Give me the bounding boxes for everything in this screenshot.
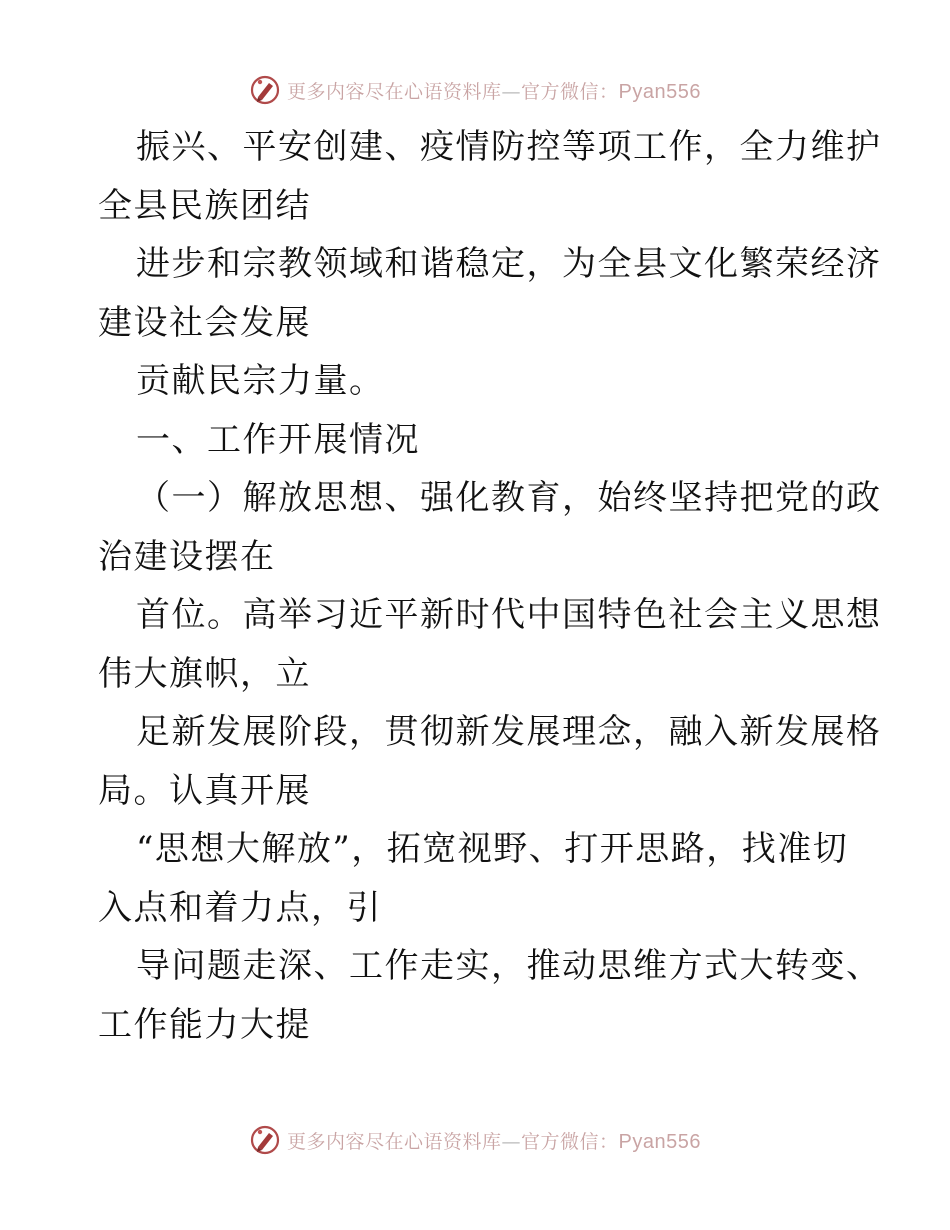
text-line: 工作能力大提 [98,1004,311,1045]
text-line: 足新发展阶段，贯彻新发展理念，融入新发展格 [136,712,882,752]
pen-circle-logo-icon [249,1124,281,1156]
text-line: （一）解放思想、强化教育，始终坚持把党的政 [136,478,882,518]
watermark-text [287,1127,701,1154]
text-line: 进步和宗教领域和谐稳定，为全县文化繁荣经济 [136,244,882,284]
document-body [98,118,882,1054]
text-line: 贡献民宗力量。 [136,361,385,401]
text-line: 伟大旗帜，立 [98,653,311,694]
text-line: 全县民族团结 [98,185,311,226]
footer-watermark [0,1120,950,1160]
watermark-site-name: 更多内容尽在心语资料库 [287,1130,502,1153]
text-line: 一、工作开展情况 [136,419,420,460]
text-line: 局。认真开展 [98,770,311,811]
watermark-dash: — [501,80,522,103]
text-line: 入点和着力点，引 [98,887,382,928]
text-line: 治建设摆在 [98,536,276,577]
header-watermark [0,70,950,110]
text-line: 建设社会发展 [98,302,311,343]
watermark-account: Pyan556 [618,1130,701,1153]
watermark-account: Pyan556 [618,80,701,103]
watermark-site-name: 更多内容尽在心语资料库 [287,80,502,103]
text-line: “思想大解放”，拓宽视野、打开思路，找准切 [136,829,849,869]
watermark-dash: — [501,1130,522,1153]
text-line: 首位。高举习近平新时代中国特色社会主义思想 [136,595,882,635]
watermark-wechat-label: 官方微信： [521,80,619,103]
text-line: 导问题走深、工作走实，推动思维方式大转变、 [136,946,882,986]
watermark-wechat-label: 官方微信： [521,1130,619,1153]
pen-circle-logo-icon [249,74,281,106]
watermark-text [287,77,701,104]
text-line: 振兴、平安创建、疫情防控等项工作，全力维护 [136,127,882,167]
